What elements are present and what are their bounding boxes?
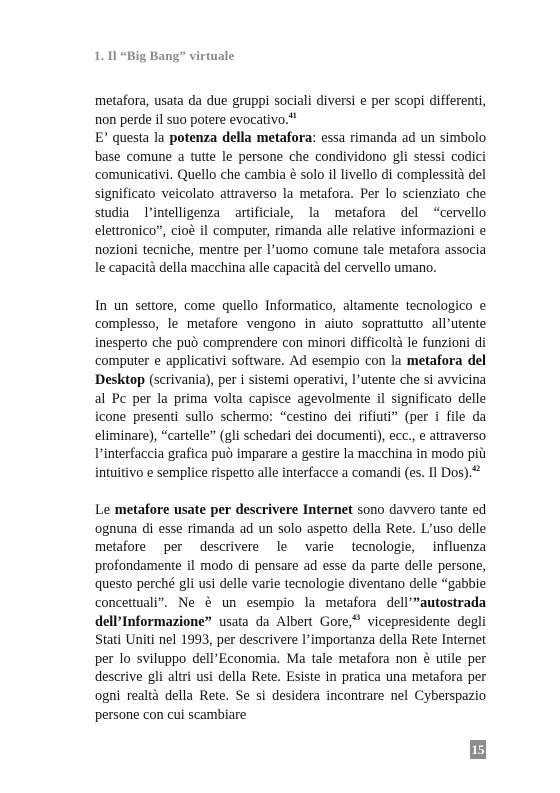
footnote-ref-42: 42 bbox=[472, 464, 481, 474]
footnote-ref-43: 43 bbox=[352, 612, 361, 622]
text-span: In un settore, come quello Informatico, altamente tecnologico e complesso, le metafore vengono in aiuto soprattutto all’utente inesperto che può comprendere con minori difficoltà le funzioni di computer e applicativi software. Ad esempio con la bbox=[95, 297, 486, 370]
bold-term: metafora del Desktop bbox=[95, 353, 486, 388]
text-span: sono davvero tante ed ognuna di esse rimanda ad un solo aspetto della Rete. L’uso delle metafore per descrivere le varie tecnologie, influenza profondamente il modo di pensare ad esse da parte delle persone, questo perché gli usi delle varie tecnologie diventano delle “gabbie concettuali”. Ne è un esempio la metafora dell’ bbox=[95, 502, 486, 612]
bold-term: metafore usate per descrivere Internet bbox=[114, 502, 353, 519]
paragraph-3 bbox=[95, 297, 486, 483]
text-span: vicepresidente degli Stati Uniti nel 1993, per descrivere l’importanza della Rete Internet per lo sviluppo dell’Economia. Ma tale metafora non è utile per descrive gli altri usi della Rete. Esiste in pratica una metafora per ogni realtà della Rete. Se si desidera incontrare nel Cyberspazio persone con cui scambiare bbox=[95, 613, 486, 723]
text-span: : essa rimanda ad un simbolo base comune a tutte le persone che condividono gli stessi codici comunicativi. Quello che cambia è solo il livello di complessità del significato veicolato attraverso la metafora. Per lo scienziato che studia l’intelligenza artificiale, la metafora del “cervello elettronico”, cioè il computer, rimanda alle relative informazioni e nozioni tecniche, mentre per l’uomo comune tale metafora associa le capacità della macchina alle capacità del cervello umano. bbox=[95, 130, 487, 277]
running-header: 1. Il “Big Bang” virtuale bbox=[94, 48, 235, 63]
text-span: E’ questa la bbox=[95, 130, 170, 147]
body-text bbox=[95, 92, 486, 724]
paragraph-4 bbox=[95, 501, 486, 724]
paragraph-2 bbox=[95, 129, 486, 278]
text-span: usata da Albert Gore, bbox=[211, 613, 353, 630]
text-span: (scrivania), per i sistemi operativi, l’utente che si avvicina al Pc per la prima volta capisce agevolmente il significato delle icone presenti sullo schermo: “cestino dei rifiuti” (per i file da eliminare), “cartelle” (gli schedari dei documenti), ecc., e attraverso l’interfaccia grafica può imparare a gestire la macchina in modo più intuitivo e semplice rispetto alle interfacce a comandi (es. Il Dos). bbox=[95, 371, 486, 481]
footnote-ref-41: 41 bbox=[288, 110, 297, 120]
paragraph-1 bbox=[95, 92, 486, 129]
bold-term: ”autostrada dell’Informazione” bbox=[95, 595, 486, 630]
page-number: 15 bbox=[471, 742, 485, 757]
text-span: Le bbox=[95, 502, 115, 519]
text-span: metafora, usata da due gruppi sociali diversi e per scopi differenti, non perde il suo potere evocativo. bbox=[95, 93, 486, 128]
bold-term: potenza della metafora bbox=[169, 130, 313, 147]
